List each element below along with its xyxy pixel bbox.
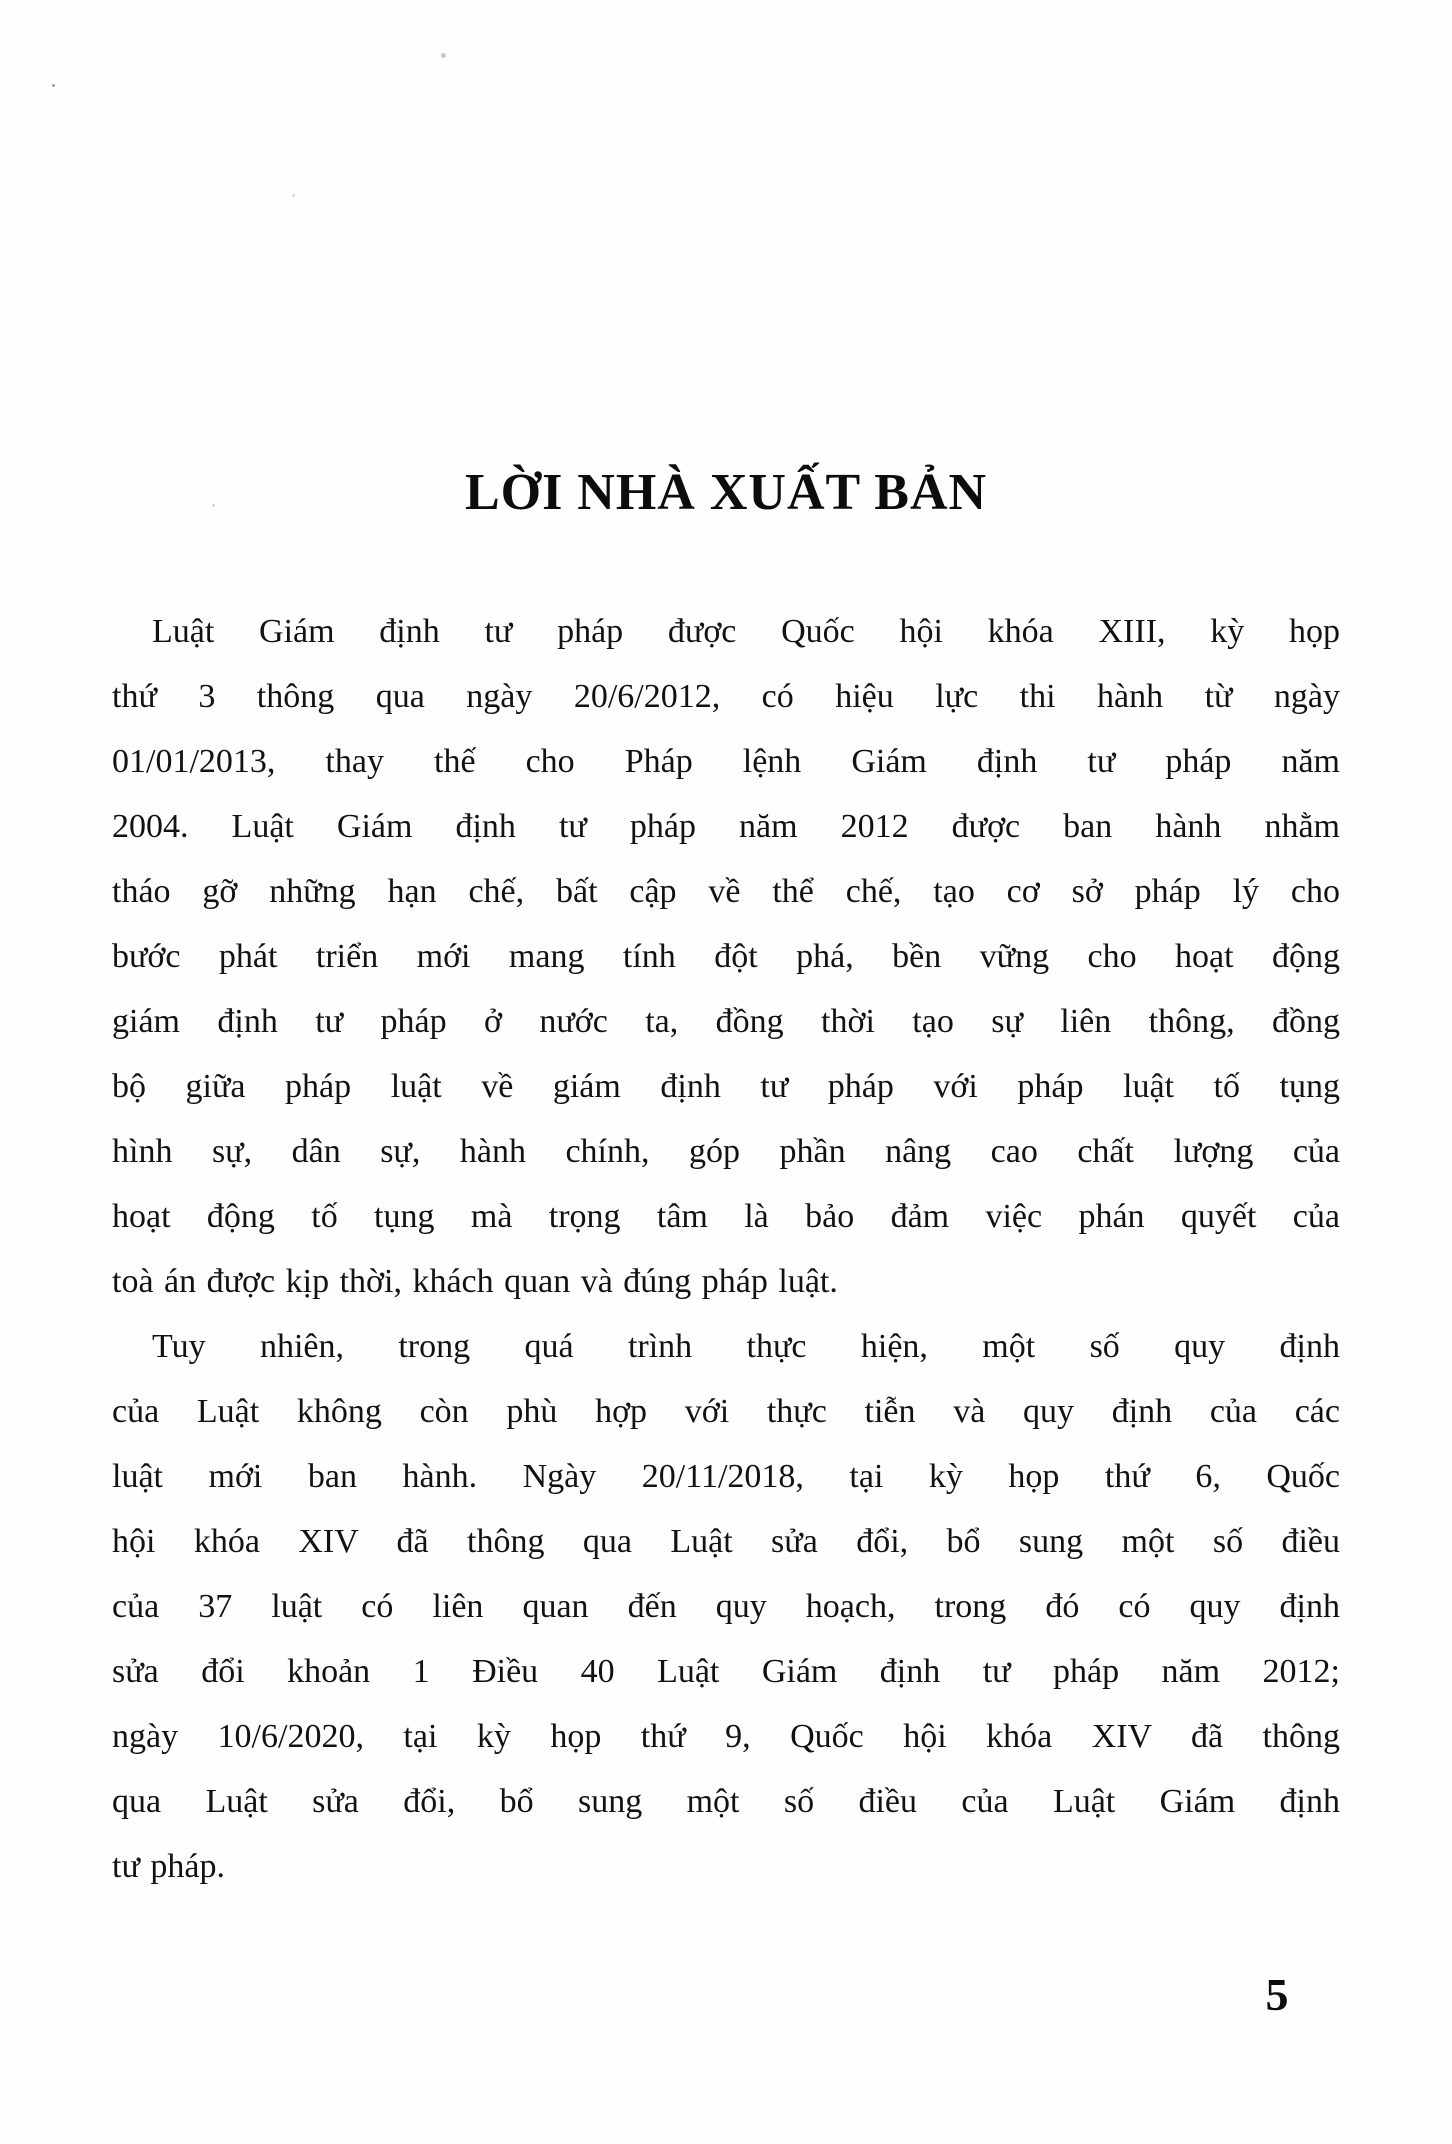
text-line: tư pháp. [112,1848,225,1885]
page-title: LỜI NHÀ XUẤT BẢN [464,463,988,521]
text-line: ngày 10/6/2020, tại kỳ họp thứ 9, Quốc hội khóa XIV đã thông [112,1718,1340,1755]
paragraph [112,1314,1340,1899]
text-line: luật mới ban hành. Ngày 20/11/2018, tại kỳ họp thứ 6, Quốc [112,1458,1340,1495]
text-line: thứ 3 thông qua ngày 20/6/2012, có hiệu lực thi hành từ ngày [112,678,1340,715]
text-line: hoạt động tố tụng mà trọng tâm là bảo đảm việc phán quyết của [112,1198,1340,1235]
text-line: của 37 luật có liên quan đến quy hoạch, trong đó có quy định [112,1588,1340,1625]
text-line: giám định tư pháp ở nước ta, đồng thời tạo sự liên thông, đồng [112,1003,1340,1040]
text-line: 01/01/2013, thay thế cho Pháp lệnh Giám định tư pháp năm [112,743,1340,780]
text-line: Tuy nhiên, trong quá trình thực hiện, một số quy định [152,1328,1340,1365]
text-line: Luật Giám định tư pháp được Quốc hội khóa XIII, kỳ họp [152,613,1340,650]
text-line: bộ giữa pháp luật về giám định tư pháp với pháp luật tố tụng [112,1068,1340,1105]
text-line: bước phát triển mới mang tính đột phá, bền vững cho hoạt động [112,938,1340,975]
text-line: 2004. Luật Giám định tư pháp năm 2012 được ban hành nhằm [112,808,1340,845]
text-line: của Luật không còn phù hợp với thực tiễn và quy định của các [112,1393,1340,1430]
body-text [112,599,1340,1899]
text-line: hội khóa XIV đã thông qua Luật sửa đổi, bổ sung một số điều [112,1523,1340,1560]
text-line: tháo gỡ những hạn chế, bất cập về thể chế, tạo cơ sở pháp lý cho [112,873,1340,910]
text-line: hình sự, dân sự, hành chính, góp phần nâng cao chất lượng của [112,1133,1340,1170]
text-line: qua Luật sửa đổi, bổ sung một số điều của Luật Giám định [112,1783,1340,1820]
page-number: 5 [1265,1969,1289,2020]
text-line: sửa đổi khoản 1 Điều 40 Luật Giám định tư pháp năm 2012; [112,1653,1340,1690]
paragraph [112,599,1340,1314]
text-line: toà án được kịp thời, khách quan và đúng pháp luật. [112,1263,838,1300]
